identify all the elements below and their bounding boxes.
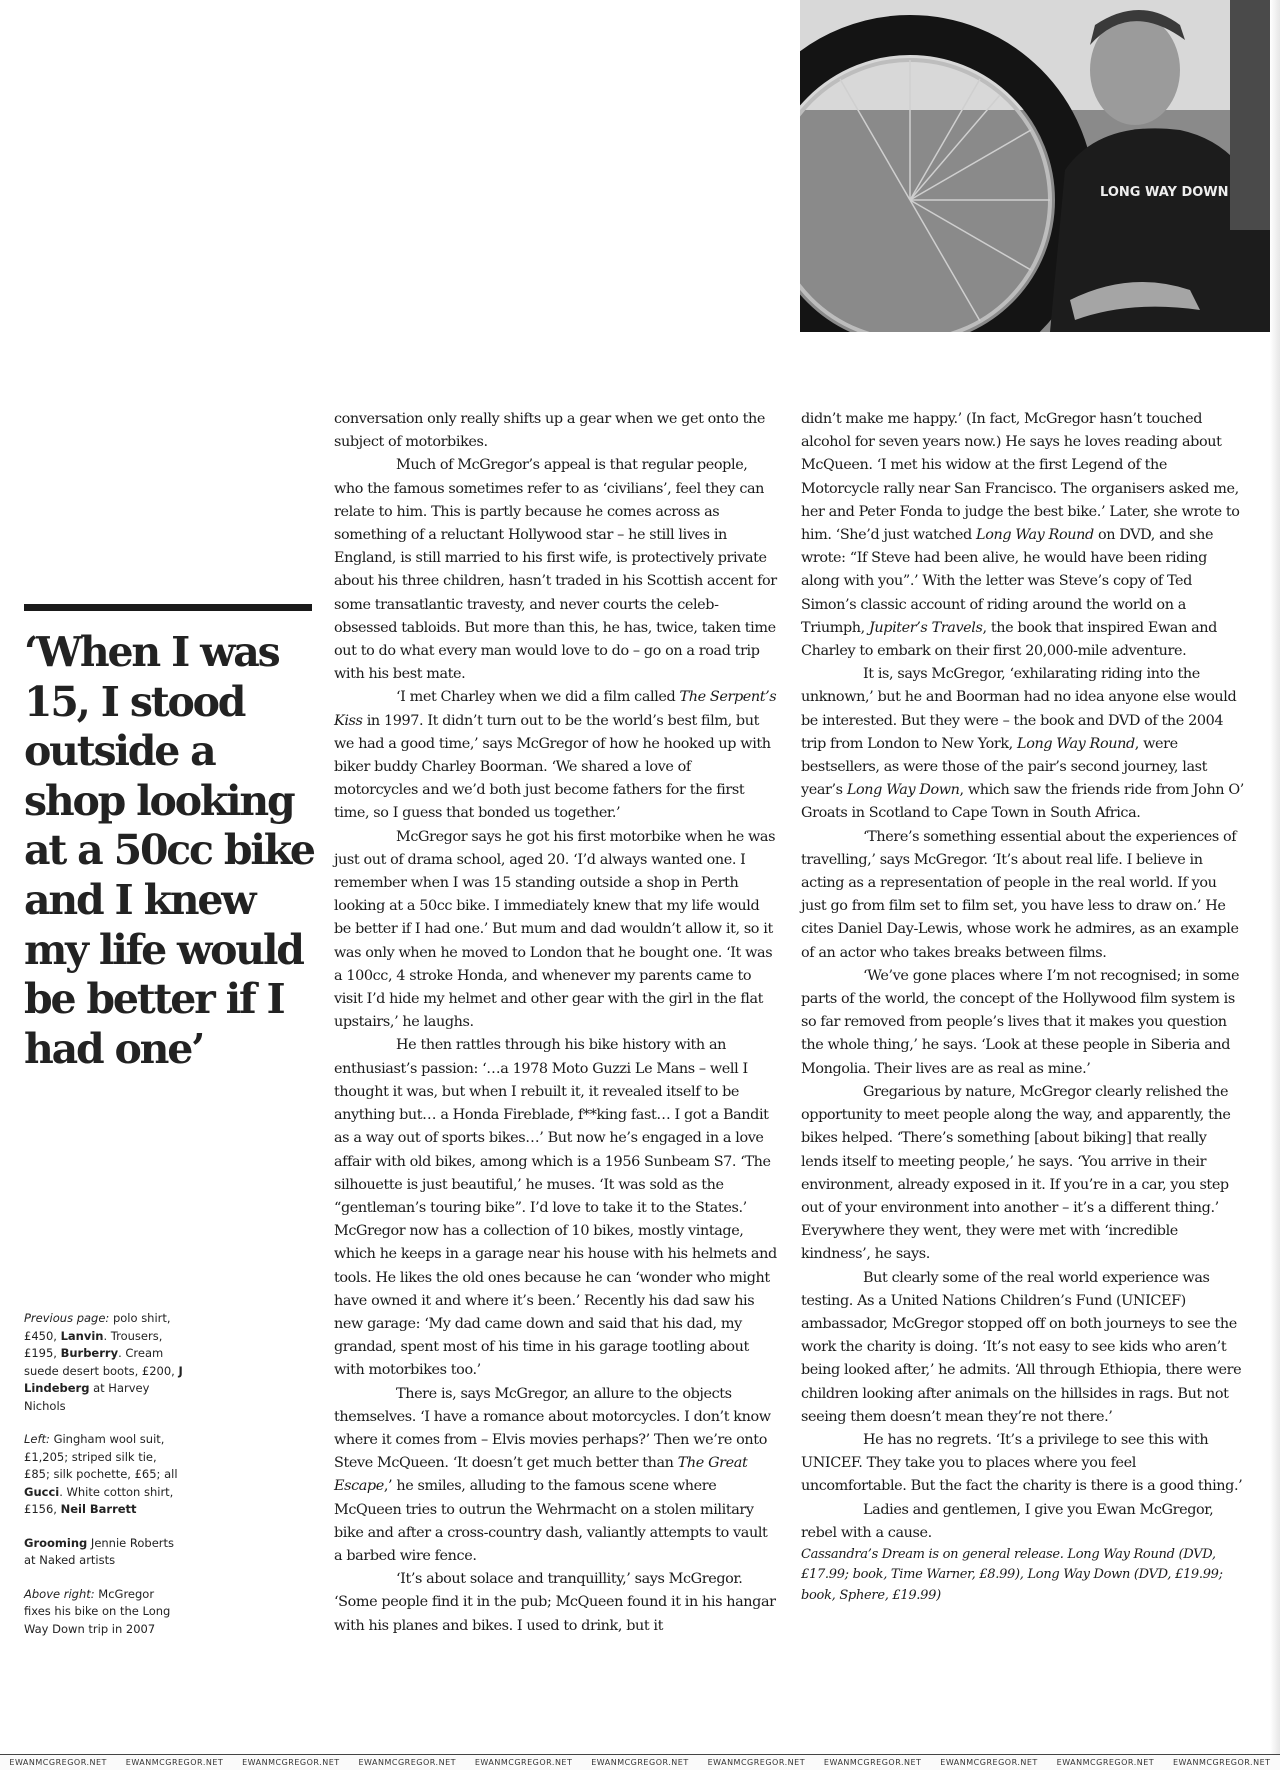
caption-previous-page: Previous page: polo shirt, £450, Lanvin. Trousers, £195, Burberry. Cream suede desert boots, £200, J Lindeberg at Harvey Nichols [24,1311,183,1413]
shirt-logo: LONG WAY DOWN [1100,185,1229,200]
paragraph: It is, says McGregor, ‘exhilarating riding into the unknown,’ but he and Boorman had no idea anyone else would be interested. But they were – the book and DVD of the 2004 trip from London to New York, Long Way Round, were bestsellers, as were those of the pair’s second journey, last year’s Long Way Down, which saw the friends ride from John O’ Groats in Scotland to Cape Town in South Africa. [801,666,1244,822]
paragraph: Much of McGregor’s appeal is that regular people, who the famous sometimes refer to as ‘civilians’, feel they can relate to him. This is partly because he comes across as something of a reluctant Hollywood star – he still lives in England, is still married to his first wife, is protectively private about his three children, hasn’t traded in his Scottish accent for some transatlantic travesty, and never courts the celeb-obsessed tabloids. But more than this, he has, twice, taken time out to do what every man would love to do – go on a road trip with his best mate. [334,457,777,683]
release-credits: Cassandra’s Dream is on general release. Long Way Round (DVD, £17.99; book, Time Warner, £8.99), Long Way Down (DVD, £19.99; book, Sphere, £19.99) [801,1546,1223,1603]
paragraph: Ladies and gentlemen, I give you Ewan McGregor, rebel with a cause. [801,1501,1214,1541]
watermark-text: EWANMCGREGOR.NET [707,1758,806,1767]
caption-grooming: Grooming Jennie Roberts at Naked artists [24,1535,175,1567]
dvd-title: Long Way Round [976,527,1094,544]
paragraph: ‘I met Charley when we did a film called The Serpent’s Kiss in 1997. It didn’t turn out to be the world’s best film, but we had a good time,’ says McGregor of how he hooked up with biker buddy Charley Boorman. ‘We shared a love of motorcycles and we’d both just become fathers for the first time, so I guess that bonded us together.’ [334,689,777,822]
article-column-1 [334,408,777,1638]
paragraph: He has no regrets. ‘It’s a privilege to see this with UNICEF. They take you to places where you feel uncomfortable. But the fact the charity is there is a good thing.’ [801,1431,1243,1495]
film-title: The Great Escape [334,1455,748,1495]
paragraph: Gregarious by nature, McGregor clearly relished the opportunity to meet people along the way, and apparently, the bikes helped. ‘There’s something [about biking] that really lends itself to meeting people,’ he says. ‘You arrive in their environment, already exposed in it. If you’re in a car, you step out of your environment into another – it’s a different thing.’ Everywhere they went, they were met with ‘incredible kindness’, he says. [801,1083,1231,1263]
dvd-title: Long Way Round [1017,735,1135,752]
watermark-text: EWANMCGREGOR.NET [125,1758,224,1767]
paragraph: ‘It’s about solace and tranquillity,’ says McGregor. ‘Some people find it in the pub; McQueen found it in his hangar with his planes and bikes. I used to drink, but it [334,1571,776,1634]
paragraph: There is, says McGregor, an allure to the objects themselves. ‘I have a romance about motorcycles. I don’t know where it comes from – Elvis movies perhaps?’ Then we’re onto Steve McQueen. ‘It doesn’t get much better than The Great Escape,’ he smiles, alluding to the famous scene where McQueen tries to outrun the Wehrmacht on a stolen military bike and after a cross-country dash, valiantly attempts to vault a barbed wire fence. [334,1385,771,1564]
paragraph: But clearly some of the real world experience was testing. As a United Nations Children’s Fund (UNICEF) ambassador, McGregor stopped off on both journeys to see the work the charity is doing. ‘It’s not easy to see kids who aren’t being looked after,’ he admits. ‘All through Ethiopia, there were children looking after animals on the hillsides in rags. But not seeing them doesn’t mean they’re not there.’ [801,1269,1242,1425]
paragraph: McGregor says he got his first motorbike when he was just out of drama school, aged 20. ‘I’d always wanted one. I remember when I was 15 standing outside a shop in Perth looking at a 50cc bike. I immediately knew that my life would be better if I had one.’ But mum and dad wouldn’t allow it, so it was only when he moved to London that he bought one. ‘It was a 100cc, 4 stroke Honda, and whenever my parents came to visit I’d hide my helmet and other gear with the girl in the flat upstairs,’ he laughs. [334,828,776,1031]
caption-above-right: Above right: McGregor fixes his bike on the Long Way Down trip in 2007 [24,1586,171,1636]
film-title: The Serpent’s Kiss [334,689,777,729]
scan-edge [1270,0,1280,1754]
photo-mcgregor-bike [800,0,1280,332]
pull-quote-rule [24,604,312,611]
dvd-title: Long Way Down [846,782,960,799]
article-column-2 [801,408,1244,1606]
watermark-text: EWANMCGREGOR.NET [9,1758,107,1767]
book-title: Jupiter’s Travels [869,619,983,636]
paragraph: He then rattles through his bike history with an enthusiast’s passion: ‘…a 1978 Moto Guzzi Le Mans – well I thought it was, but when I rebuilt it, it revealed itself to be anything but… a Honda Fireblade, f**king fast… I got a Bandit as a way out of sports bikes…’ But now he’s engaged in a love affair with old bikes, among which is a 1956 Sunbeam S7. ‘The silhouette is just beautiful,’ he muses. ‘It was sold as the “gentleman’s touring bike”. I’d love to take it to the States.’ McGregor now has a collection of 10 bikes, mostly vintage, which he keeps in a garage near his house with his helmets and tools. He likes the old ones because he can ‘wonder who might have owned it and where it’s been.’ Recently his dad saw his new garage: ‘My dad came down and said that his dad, my grandad, spent most of his time in his garage tootling about with motorbikes too.’ [334,1037,777,1379]
watermark-strip [0,1754,1280,1770]
watermark-text: EWANMCGREGOR.NET [591,1758,689,1767]
watermark-text: EWANMCGREGOR.NET [358,1758,457,1767]
watermark-text: EWANMCGREGOR.NET [823,1758,922,1767]
watermark-text: EWANMCGREGOR.NET [1056,1758,1155,1767]
watermark-text: EWANMCGREGOR.NET [242,1758,340,1767]
paragraph: ‘We’ve gone places where I’m not recognised; in some parts of the world, the concept of the Hollywood film system is so far removed from people’s lives that it makes you question the whole thing,’ he says. ‘Look at these people in Siberia and Mongolia. Their lives are as real as mine.’ [801,967,1240,1077]
pull-quote: ‘When I was 15, I stood outside a shop looking at a 50cc bike and I knew my life would be better if I had one’ [24,628,314,1073]
photo-illustration [800,0,1280,332]
paragraph: ‘There’s something essential about the experiences of travelling,’ says McGregor. ‘It’s about real life. I believe in acting as a representation of people in the real world. If you just go from film set to film set, you have less to draw on.’ He cites Daniel Day-Lewis, whose work he admires, as an example of an actor who takes breaks between films. [801,828,1239,961]
paragraph: conversation only really shifts up a gear when we get onto the subject of motorbikes. [334,411,765,451]
watermark-text: EWANMCGREGOR.NET [474,1758,573,1767]
paragraph: didn’t make me happy.’ (In fact, McGregor hasn’t touched alcohol for seven years now.) He says he loves reading about McQueen. ‘I met his widow at the first Legend of the Motorcycle rally near San Francisco. The organisers asked me, her and Peter Fonda to judge the best bike.’ Later, she wrote to him. ‘She’d just watched Long Way Round on DVD, and she wrote: “If Steve had been alive, he would have been riding along with you”.’ With the letter was Steve’s copy of Ted Simon’s classic account of riding around the world on a Triumph, Jupiter’s Travels, the book that inspired Ewan and Charley to embark on their first 20,000-mile adventure. [801,411,1240,660]
photo-captions [24,1310,184,1654]
watermark-text: EWANMCGREGOR.NET [940,1758,1038,1767]
caption-left: Left: Gingham wool suit, £1,205; striped silk tie, £85; silk pochette, £65; all Gucci. White cotton shirt, £156, Neil Barrett [24,1432,178,1516]
watermark-text: EWANMCGREGOR.NET [1173,1758,1271,1767]
